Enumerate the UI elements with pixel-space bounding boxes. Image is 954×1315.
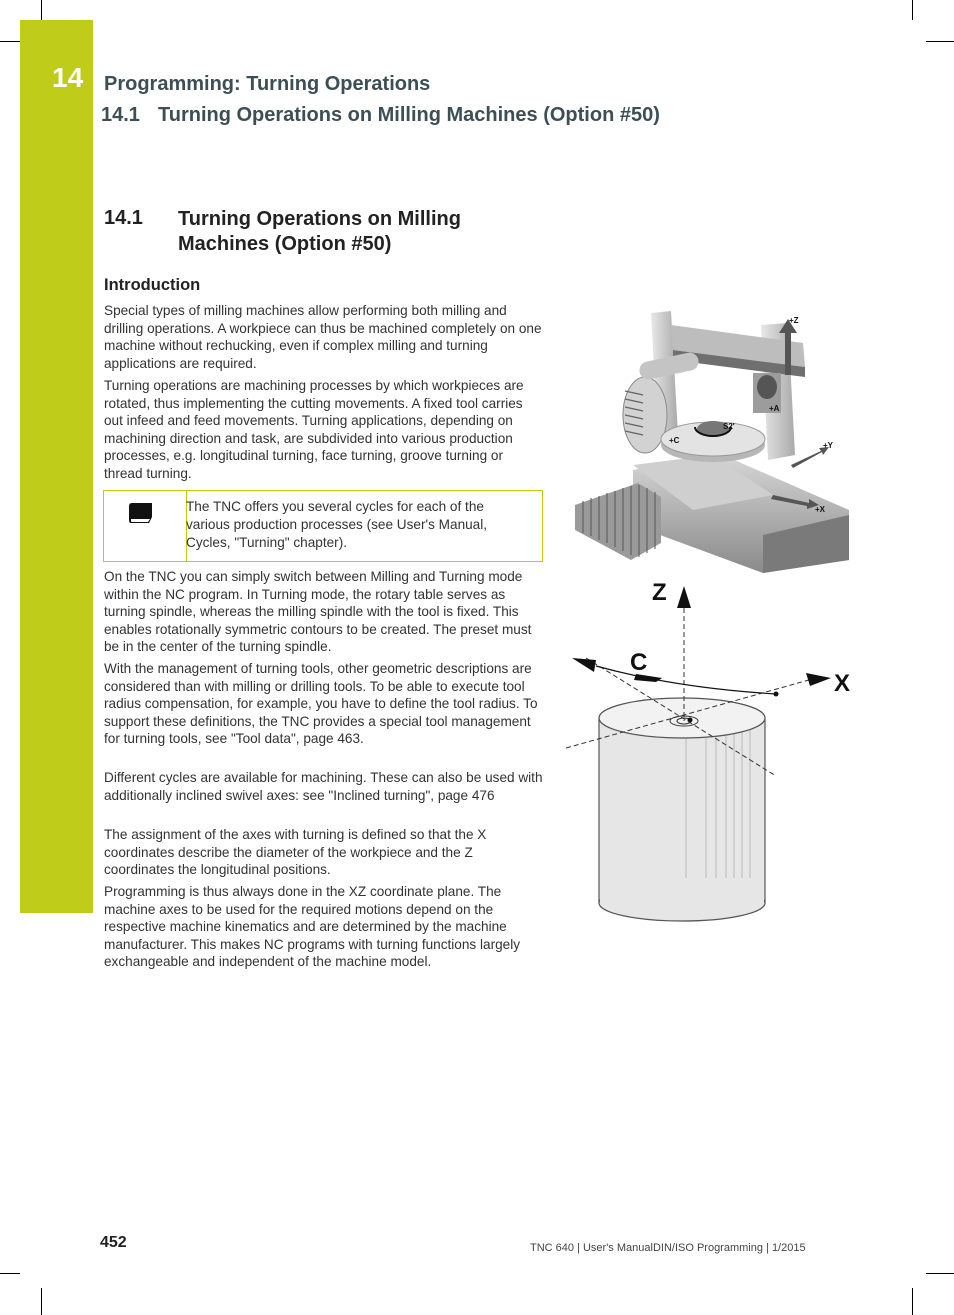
running-section-header <box>101 104 660 127</box>
crop-mark <box>926 1273 954 1274</box>
label-plus-a: +A <box>769 404 780 413</box>
running-section-number: 14.1 <box>101 104 140 126</box>
page-number: 452 <box>100 1234 127 1251</box>
paragraph: Turning operations are machining processes by which workpieces are rotated, thus implementing the cutting movements. A fixed tool carries out infeed and feed movements. Turning applications, depending on machining direction and task, are subdivided into various production processes, e.g. longitudinal turning, face turning, groove turning or thread turning. <box>104 378 524 481</box>
footer-text: TNC 640 | User's ManualDIN/ISO Programming | 1/2015 <box>530 1242 806 1254</box>
label-plus-y: +Y <box>823 441 834 450</box>
crop-mark <box>912 1288 913 1315</box>
paragraph: Different cycles are available for machining. These can also be used with additionally inclined swivel axes: see "Inclined turning", page 476 <box>104 770 543 803</box>
crop-mark <box>926 41 954 42</box>
chapter-tab <box>20 20 93 913</box>
running-section-title: Turning Operations on Milling Machines (Option #50) <box>158 104 660 126</box>
paragraph: The assignment of the axes with turning is defined so that the X coordinates describe the diameter of the workpiece and the Z coordinates the longitudinal positions. <box>104 827 487 878</box>
section-title: Turning Operations on Milling Machines (Option #50) <box>178 208 461 255</box>
chapter-number: 14 <box>52 62 84 93</box>
paragraph: Special types of milling machines allow performing both milling and drilling operations. A workpiece can thus be machined completely on one machine without rechucking, even if complex milling and turning applications are required. <box>104 303 542 371</box>
axis-label-c: C <box>630 649 648 676</box>
axes-illustration <box>566 578 856 923</box>
introduction-heading: Introduction <box>104 276 201 294</box>
machine-illustration <box>573 305 849 573</box>
crop-mark <box>41 0 42 20</box>
label-plus-z: +Z <box>789 316 799 325</box>
paragraph: On the TNC you can simply switch between Milling and Turning mode within the NC program. In Turning mode, the rotary table serves as turning spindle, whereas the milling spindle with the tool is fixed. This enables rotationally symmetric contours to be created. The preset must be in the center of the turning spindle. <box>104 569 532 655</box>
note-text: The TNC offers you several cycles for each of the various production processes (see User's Manual, Cycles, "Turning" chapter). <box>186 499 488 550</box>
label-s2: S2' <box>723 422 735 431</box>
axis-label-z: Z <box>652 579 667 606</box>
book-icon <box>128 502 154 524</box>
crop-mark <box>912 0 913 20</box>
crop-mark <box>41 1288 42 1315</box>
crop-mark <box>0 1273 20 1274</box>
paragraph: Programming is thus always done in the XZ coordinate plane. The machine axes to be used for the required motions depend on the respective machine kinematics and are determined by the machine manufacturer. This makes NC programs with turning functions largely exchangeable and independent of the machine model. <box>104 884 521 970</box>
section-number: 14.1 <box>104 207 143 229</box>
axis-label-x: X <box>834 670 851 697</box>
chapter-title: Programming: Turning Operations <box>104 73 431 95</box>
label-plus-c: +C <box>669 436 680 445</box>
label-plus-x: +X <box>815 505 826 514</box>
crop-mark <box>0 41 20 42</box>
paragraph: With the management of turning tools, other geometric descriptions are considered than with milling or drilling tools. To be able to execute tool radius compensation, for example, you have to define the tool radius. To support these definitions, the TNC provides a special tool management for turning tools, see "Tool data", page 463. <box>104 661 538 747</box>
